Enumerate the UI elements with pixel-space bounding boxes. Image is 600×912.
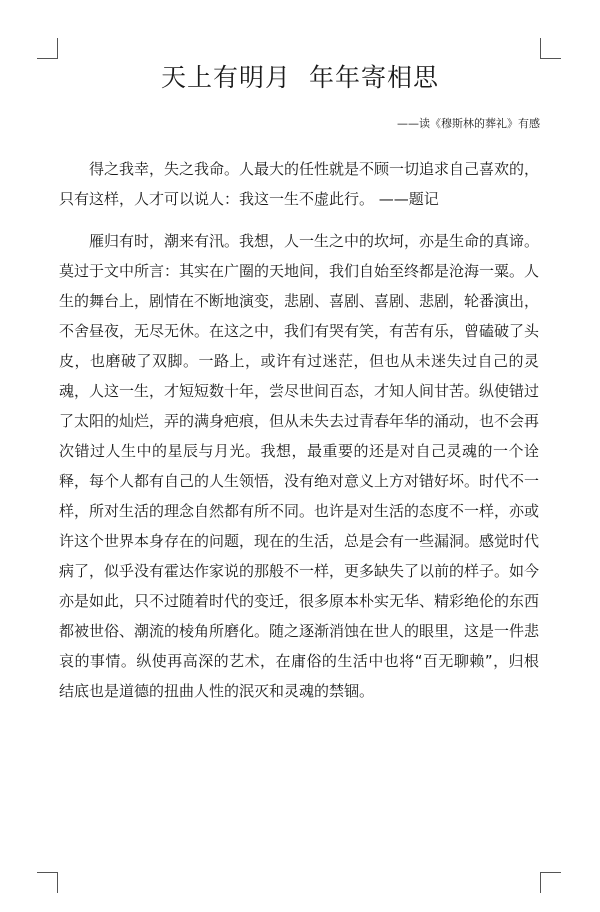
main-paragraph: 雁归有时，潮来有汛。我想，人一生之中的坎坷，亦是生命的真谛。莫过于文中所言：其实在广圈的天地间，我们自始至终都是沧海一粟。人生的舞台上，剧情在不断地演变，悲剧、喜剧、喜剧、悲剧，轮番演出，不舍昼夜，无尽无休。在这之中，我们有哭有笑，有苦有乐，曾磕破了头皮，也磨破了双脚。一路上，或许有过迷茫，但也从未迷失过自己的灵魂，人这一生，才短短数十年，尝尽世间百态，才知人间甘苦。纵使错过了太阳的灿烂，弄的满身疤痕，但从未失去过青春年华的涌动，也不会再次错过人生中的星辰与月光。我想，最重要的还是对自己灵魂的一个诠释，每个人都有自己的人生领悟，没有绝对意义上方对错好坏。时代不一样，所对生活的理念自然都有所不同。也许是对生活的态度不一样，亦或许这个世界本身存在的问题，现在的生活，总是会有一些漏洞。感觉时代病了，似乎没有霍达作家说的那般不一样，更多缺失了以前的样子。如今亦是如此，只不过随着时代的变迁，很多原本朴实无华、精彩绝伦的东西都被世俗、潮流的棱角所磨化。随之逐渐消蚀在世人的眼里，这是一件悲哀的事情。纵使再高深的艺术，在庸俗的生活中也将“百无聊赖”，归根结底也是道德的扭曲人性的泯灭和灵魂的禁锢。 [59,232,540,700]
document-subtitle: ——读《穆斯林的葬礼》有感 [397,117,540,130]
document-title: 天上有明月 年年寄相思 [161,63,439,92]
page-corner-mark-top-left [37,38,58,59]
page-corner-mark-bottom-left [37,872,58,893]
page-corner-mark-top-right [540,38,561,59]
document-body [59,154,539,706]
epigraph-paragraph: 得之我幸，失之我命。人最大的任性就是不顾一切追求自己喜欢的，只有这样，人才可以说人：我这一生不虚此行。 ——题记 [59,160,540,208]
page-corner-mark-bottom-right [540,872,561,893]
